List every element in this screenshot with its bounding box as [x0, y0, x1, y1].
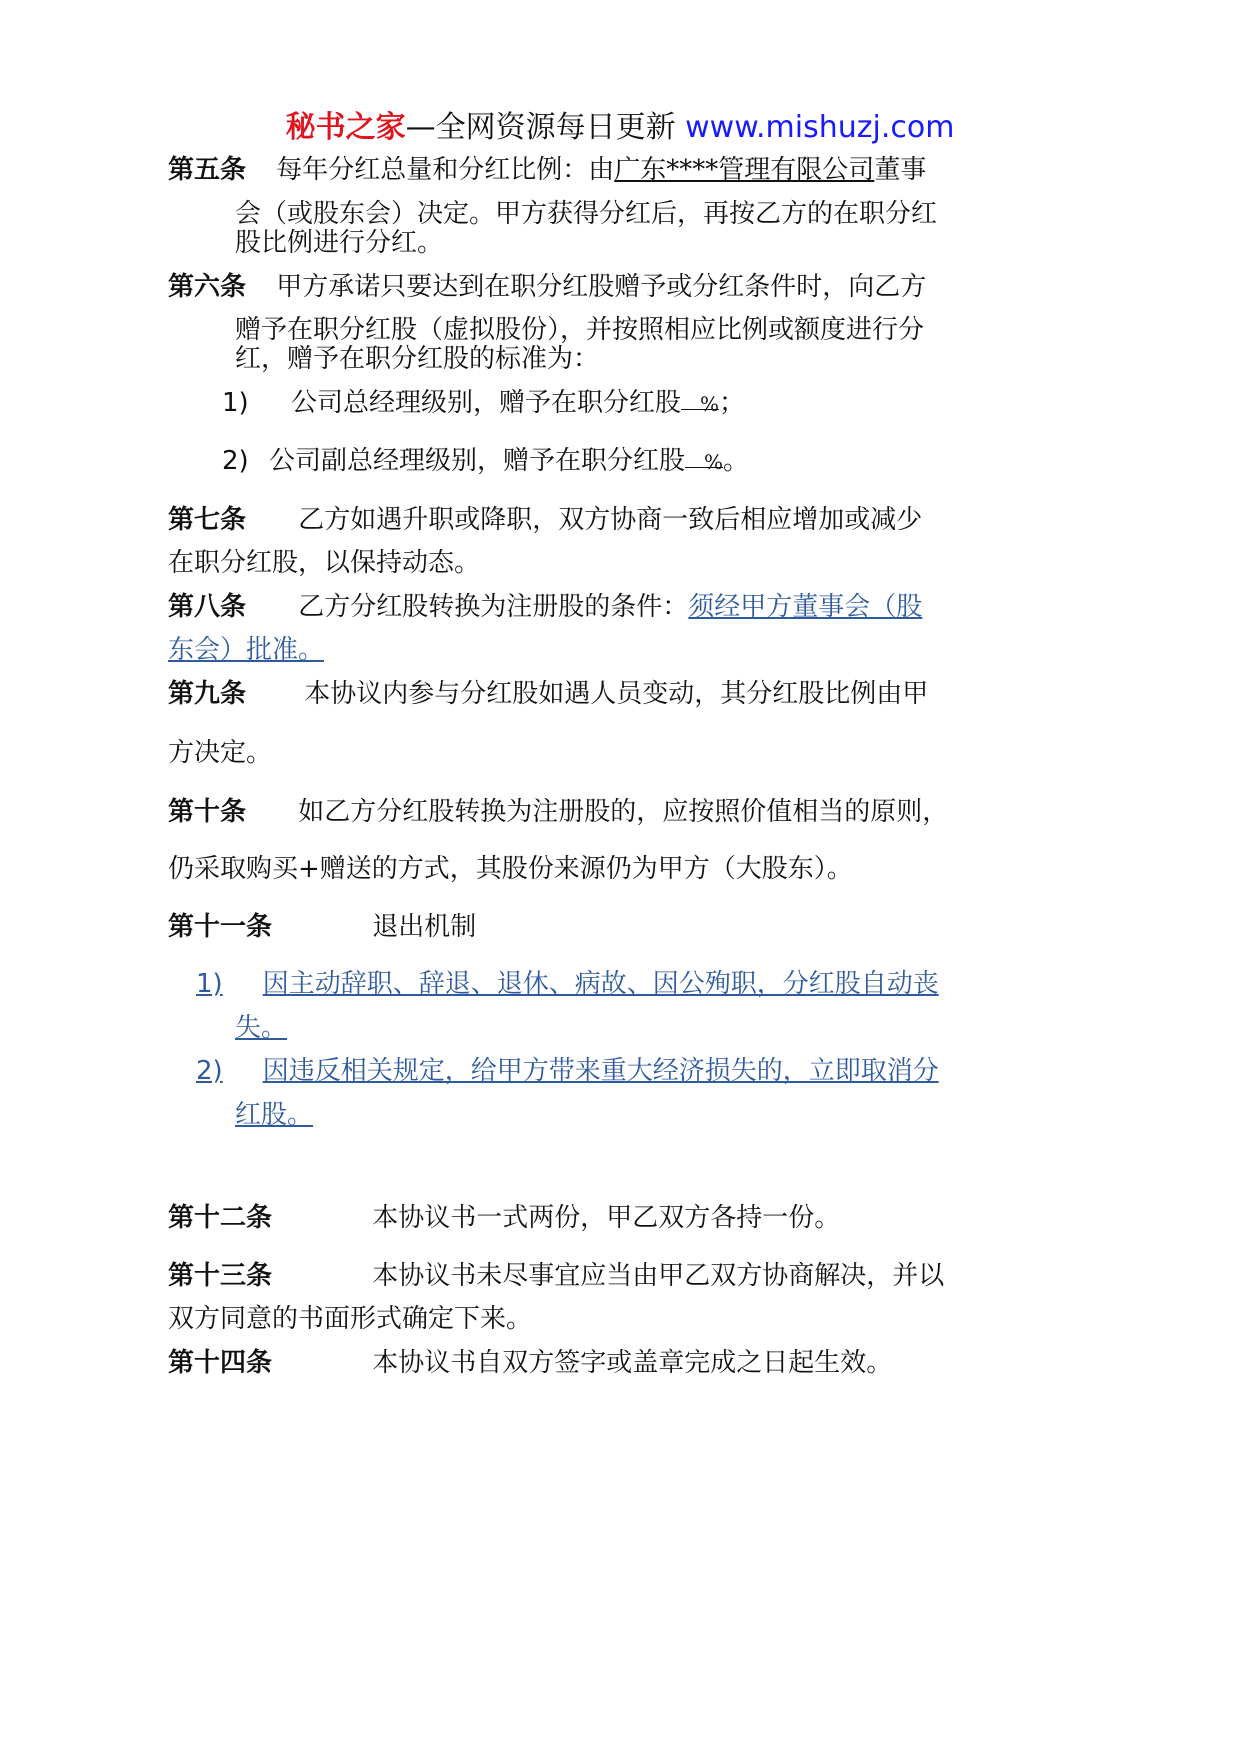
article-9-line-1	[168, 677, 928, 711]
article-13-line-1	[168, 1259, 944, 1293]
article-5-text-a: 每年分红总量和分红比例：由	[276, 155, 615, 185]
article-11-title: 退出机制	[372, 912, 477, 942]
article-9-text: 本协议内参与分红股如遇人员变动，其分红股比例由甲	[304, 679, 929, 709]
article-7-line-2: 在职分红股，以保持动态。	[168, 548, 481, 578]
article-8-approval-link-cont[interactable]: 东会）批准。	[168, 635, 325, 665]
article-11-item-1-cont[interactable]: 失。	[235, 1013, 288, 1043]
article-11-line-1	[168, 910, 476, 944]
article-12-text: 本协议书一式两份，甲乙双方各持一份。	[372, 1203, 841, 1233]
article-6-item-2	[222, 444, 749, 478]
article-7-text: 乙方如遇升职或降职，双方协商一致后相应增加或减少	[298, 505, 923, 535]
header-tagline: —全网资源每日更新	[405, 110, 676, 145]
article-7-line-1	[168, 503, 922, 537]
article-11-item-1-number: 1)	[196, 969, 223, 999]
header-url-link[interactable]: www.mishuzj.com	[685, 110, 955, 145]
article-9-label: 第九条	[168, 679, 247, 709]
article-14-label: 第十四条	[168, 1348, 273, 1378]
brand-name: 秘书之家	[285, 110, 406, 145]
article-11-item-2[interactable]	[196, 1054, 939, 1088]
article-12-label: 第十二条	[168, 1203, 273, 1233]
item-1-blank[interactable]: %	[681, 387, 719, 410]
article-6-text: 甲方承诺只要达到在职分红股赠予或分红条件时，向乙方	[276, 272, 927, 302]
article-11-label: 第十一条	[168, 912, 273, 942]
article-13-text: 本协议书未尽事宜应当由甲乙双方协商解决，并以	[372, 1261, 945, 1291]
article-13-line-2: 双方同意的书面形式确定下来。	[168, 1304, 533, 1334]
article-7-label: 第七条	[168, 505, 247, 535]
article-12-line-1	[168, 1201, 840, 1235]
article-14-text: 本协议书自双方签字或盖章完成之日起生效。	[372, 1348, 893, 1378]
article-11-item-2-text: 因违反相关规定，给甲方带来重大经济损失的，立即取消分	[262, 1056, 939, 1086]
article-11-item-2-number: 2)	[196, 1056, 223, 1086]
article-6-item-1	[222, 386, 745, 420]
article-9-line-2: 方决定。	[168, 738, 273, 768]
page-header	[0, 102, 1240, 146]
item-1-text: 公司总经理级别，赠予在职分红股	[290, 388, 681, 418]
article-5-line-3: 股比例进行分红。	[235, 228, 444, 258]
article-6-label: 第六条	[168, 272, 247, 302]
article-5-label: 第五条	[168, 155, 247, 185]
article-11-item-1-text: 因主动辞职、辞退、退休、病故、因公殉职，分红股自动丧	[262, 969, 939, 999]
article-11-item-1[interactable]	[196, 967, 939, 1001]
article-5-line-2: 会（或股东会）决定。甲方获得分红后，再按乙方的在职分红	[235, 199, 938, 229]
article-5-text-c: 董事	[874, 155, 927, 185]
article-8-label: 第八条	[168, 592, 247, 622]
article-8-line-2	[168, 633, 324, 667]
item-2-blank[interactable]: %	[685, 445, 723, 468]
article-8-line-1	[168, 590, 922, 624]
item-2-end: 。	[722, 446, 749, 476]
item-1-end: ；	[718, 388, 745, 418]
article-8-approval-link[interactable]: 须经甲方董事会（股	[688, 592, 923, 622]
article-5-line-1	[168, 153, 926, 187]
item-1-number: 1)	[222, 388, 249, 418]
article-10-line-2: 仍采取购买+赠送的方式，其股份来源仍为甲方（大股东）。	[168, 854, 853, 884]
article-6-line-1	[168, 270, 926, 304]
item-2-text: 公司副总经理级别，赠予在职分红股	[268, 446, 685, 476]
article-14-line-1	[168, 1346, 892, 1380]
article-10-line-1	[168, 795, 948, 829]
item-2-number: 2)	[222, 446, 249, 476]
article-6-line-3: 红，赠予在职分红股的标准为：	[235, 344, 600, 374]
article-5-company: 广东****管理有限公司	[614, 155, 875, 185]
article-11-item-2-cont[interactable]: 红股。	[235, 1100, 314, 1130]
article-10-text: 如乙方分红股转换为注册股的，应按照价值相当的原则，	[298, 797, 949, 827]
article-8-text: 乙方分红股转换为注册股的条件：	[298, 592, 689, 622]
article-6-line-2: 赠予在职分红股（虚拟股份），并按照相应比例或额度进行分	[235, 315, 925, 345]
article-13-label: 第十三条	[168, 1261, 273, 1291]
article-10-label: 第十条	[168, 797, 247, 827]
